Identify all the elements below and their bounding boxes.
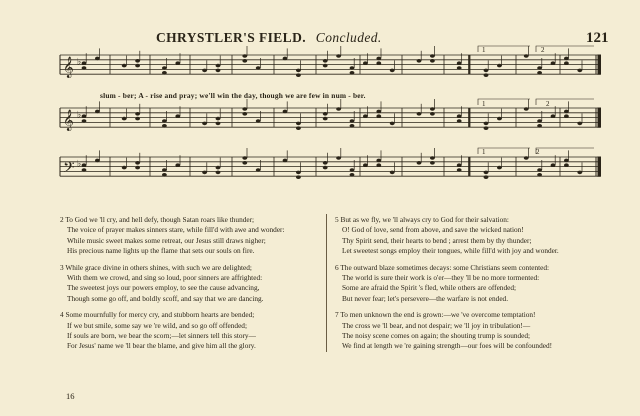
note-head — [430, 112, 435, 116]
verse — [60, 215, 330, 257]
note-head — [162, 119, 167, 123]
note-head — [242, 156, 247, 160]
note-head — [82, 114, 87, 118]
note-head — [376, 163, 381, 167]
note-head — [551, 114, 556, 118]
note-head — [577, 69, 582, 73]
verse-line: The voice of prayer makes sinners stare, while fill'd with awe and wonder: — [67, 225, 285, 235]
verses-right-column — [335, 215, 617, 358]
note-head — [283, 159, 288, 163]
verse-line: For Jesus' name we 'll bear the blame, and give him all the glory. — [67, 341, 256, 351]
ending-mark-first: 1 — [482, 46, 486, 54]
note-head — [202, 69, 207, 73]
note-head — [122, 64, 127, 68]
note-head — [162, 173, 167, 177]
verses — [0, 215, 640, 395]
note-head — [430, 156, 435, 160]
note-head — [430, 54, 435, 58]
verse-line: 7 To men unknown the end is grown:—we 've overcome temptation! — [335, 310, 536, 320]
note-head — [430, 161, 435, 165]
note-head — [350, 71, 355, 75]
verse-line: The noisy scene comes on again; the shouting trump is sounded; — [342, 331, 531, 341]
note-head — [135, 117, 140, 121]
ending-mark-second-2: 2 — [546, 100, 550, 108]
note-head — [95, 57, 100, 61]
note-head — [537, 66, 542, 70]
verse-line: 6 The outward blaze sometimes decays: some Christians seem contented: — [335, 262, 550, 272]
ending-bracket — [536, 148, 594, 154]
note-head — [122, 166, 127, 170]
note-head — [564, 159, 569, 163]
ending-bracket — [536, 99, 594, 105]
verse-line: Some are afraid the Spirit 's fled, while others are offended; — [342, 283, 517, 293]
note-head — [296, 126, 301, 130]
note-head — [390, 171, 395, 175]
page-number: 121 — [586, 30, 609, 46]
note-head — [323, 59, 328, 63]
verses-left-column — [60, 215, 330, 358]
note-head — [82, 163, 87, 167]
note-head — [430, 107, 435, 111]
note-head — [256, 168, 261, 172]
note-head — [242, 59, 247, 63]
note-head — [363, 163, 368, 167]
bass-clef-icon: 𝄢 — [63, 159, 75, 181]
note-head — [376, 159, 381, 163]
verse-line: Thy Spirit send, their hearts to bend ; arrest them by thy thunder; — [342, 235, 532, 245]
note-head — [82, 61, 87, 65]
note-head — [323, 112, 328, 116]
hymn-subtitle: Concluded. — [315, 30, 382, 45]
note-head — [336, 54, 341, 58]
end-bar-thick — [598, 108, 601, 127]
note-head — [484, 171, 489, 175]
note-head — [323, 117, 328, 121]
note-head — [216, 122, 221, 126]
note-head — [283, 110, 288, 114]
note-head — [484, 126, 489, 130]
music-score — [0, 0, 640, 200]
end-bar-thick — [598, 157, 601, 176]
verse-line: Though some go off, and boldly scoff, and say that we are dancing. — [67, 293, 264, 303]
note-head — [95, 159, 100, 163]
note-head — [256, 66, 261, 70]
note-head — [564, 57, 569, 61]
ending-mark-second-3: 2 — [536, 148, 540, 156]
note-head — [564, 61, 569, 65]
verse-line: Let sweetest songs employ their tongues, while fill'd with joy and wonder. — [342, 246, 559, 256]
note-head — [577, 122, 582, 126]
note-head — [216, 117, 221, 121]
ending-mark-first-3: 1 — [482, 148, 486, 156]
note-head — [417, 59, 422, 63]
note-head — [242, 161, 247, 165]
verse-line: But never fear; let's persevere—the warfare is not ended. — [342, 293, 509, 303]
note-head — [577, 171, 582, 175]
note-head — [202, 122, 207, 126]
note-head — [82, 168, 87, 172]
note-head — [95, 110, 100, 114]
note-head — [216, 171, 221, 175]
note-head — [82, 119, 87, 123]
verse-line: 3 While grace divine in others shines, with such we are delighted; — [60, 262, 252, 272]
note-head — [390, 69, 395, 73]
flat-icon: ♭ — [77, 57, 82, 68]
verse — [60, 263, 330, 305]
verse-line: If we but smile, some say we 're wild, and so go off offended; — [67, 320, 247, 330]
flat-icon: ♭ — [77, 110, 82, 121]
note-head — [457, 163, 462, 167]
note-head — [135, 112, 140, 116]
note-head — [457, 168, 462, 172]
note-head — [350, 119, 355, 123]
note-head — [175, 163, 180, 167]
folio-number: 16 — [66, 391, 75, 401]
note-head — [457, 66, 462, 70]
note-head — [256, 119, 261, 123]
note-head — [564, 114, 569, 118]
end-bar-thick — [598, 55, 601, 74]
note-head — [537, 124, 542, 128]
treble-clef-icon: 𝄞 — [63, 110, 74, 132]
note-head — [122, 117, 127, 121]
note-head — [537, 71, 542, 75]
note-head — [564, 163, 569, 167]
note-head — [296, 73, 301, 77]
note-head — [551, 61, 556, 65]
verse-line: While music sweet makes some retreat, our Jesus still draws nigher; — [67, 235, 266, 245]
note-head — [457, 114, 462, 118]
note-head — [216, 69, 221, 73]
note-head — [296, 69, 301, 73]
verse-line: With them we crowd, and sing so loud, poor sinners are affrighted: — [67, 273, 263, 283]
verse-line: We find at length we 're gaining strength—our foes will be confounded! — [342, 341, 553, 351]
column-divider — [326, 214, 327, 352]
note-head — [417, 161, 422, 165]
staff-systems — [60, 46, 600, 176]
verse — [60, 310, 330, 352]
note-head — [376, 114, 381, 118]
verse — [335, 263, 617, 305]
note-head — [484, 175, 489, 179]
note-head — [457, 61, 462, 65]
note-head — [497, 166, 502, 170]
verse-line: 2 To God we 'll cry, and hell defy, though Satan roars like thunder; — [60, 215, 255, 224]
ending-mark-first-2: 1 — [482, 100, 486, 108]
verse-line: If souls are born, we bear the scorn;—let sinners tell this story— — [67, 331, 256, 341]
verse-line: The sweetest joys our powers employ, to see the cause advancing, — [67, 283, 260, 293]
note-head — [175, 114, 180, 118]
note-head — [162, 66, 167, 70]
note-head — [135, 161, 140, 165]
note-head — [417, 112, 422, 116]
note-head — [484, 73, 489, 77]
note-head — [323, 161, 328, 165]
verse — [335, 310, 617, 352]
note-head — [376, 110, 381, 114]
note-head — [175, 61, 180, 65]
verse-line: The cross we 'll bear, and not despair; we 'll joy in tribulation!— — [342, 320, 531, 330]
note-head — [216, 166, 221, 170]
note-head — [350, 66, 355, 70]
note-head — [296, 122, 301, 126]
treble-clef-icon: 𝄞 — [63, 57, 74, 79]
note-head — [363, 61, 368, 65]
note-head — [242, 112, 247, 116]
note-head — [162, 168, 167, 172]
ending-bracket — [478, 148, 530, 154]
note-head — [537, 119, 542, 123]
verse-line: His precious name lights up the flame that sets our souls on fire. — [67, 246, 255, 256]
lyrics-line: slum - ber; A - rise and pray; we'll win the day, though we are few in num - ber. — [100, 91, 366, 100]
note-head — [323, 166, 328, 170]
verse-line: 4 Some mournfully for mercy cry, and stubborn hearts are bended; — [60, 310, 255, 320]
hymn-name: CHRYSTLER'S FIELD. — [156, 30, 307, 45]
ending-mark-second: 2 — [541, 46, 545, 54]
note-head — [242, 107, 247, 111]
note-head — [135, 59, 140, 63]
note-head — [350, 173, 355, 177]
note-head — [457, 119, 462, 123]
note-head — [363, 114, 368, 118]
note-head — [537, 173, 542, 177]
note-head — [350, 168, 355, 172]
ending-bracket — [478, 46, 530, 52]
ending-bracket — [536, 46, 594, 52]
note-head — [296, 171, 301, 175]
note-head — [524, 156, 529, 160]
verse-line: The world is sure their work is o'er—they 'll be no more tormented: — [342, 273, 540, 283]
note-head — [484, 69, 489, 73]
note-head — [390, 122, 395, 126]
flat-icon: ♭ — [77, 159, 82, 170]
note-head — [296, 175, 301, 179]
note-head — [162, 124, 167, 128]
note-head — [135, 64, 140, 68]
note-head — [551, 163, 556, 167]
note-head — [350, 124, 355, 128]
note-head — [497, 64, 502, 68]
note-head — [484, 122, 489, 126]
note-head — [242, 54, 247, 58]
note-head — [497, 117, 502, 121]
note-head — [430, 59, 435, 63]
verse-line: 5 But as we fly, we 'll always cry to God for their salvation: — [335, 215, 509, 224]
note-head — [524, 54, 529, 58]
verse — [335, 215, 617, 257]
note-head — [202, 171, 207, 175]
verse-line: O! God of love, send from above, and save the wicked nation! — [342, 225, 524, 235]
note-head — [376, 57, 381, 61]
note-head — [82, 66, 87, 70]
note-head — [283, 57, 288, 61]
note-head — [524, 107, 529, 111]
note-head — [162, 71, 167, 75]
note-head — [323, 64, 328, 68]
note-head — [336, 156, 341, 160]
note-head — [564, 110, 569, 114]
note-head — [336, 107, 341, 111]
note-head — [135, 166, 140, 170]
note-head — [216, 64, 221, 68]
note-head — [376, 61, 381, 65]
note-head — [537, 168, 542, 172]
